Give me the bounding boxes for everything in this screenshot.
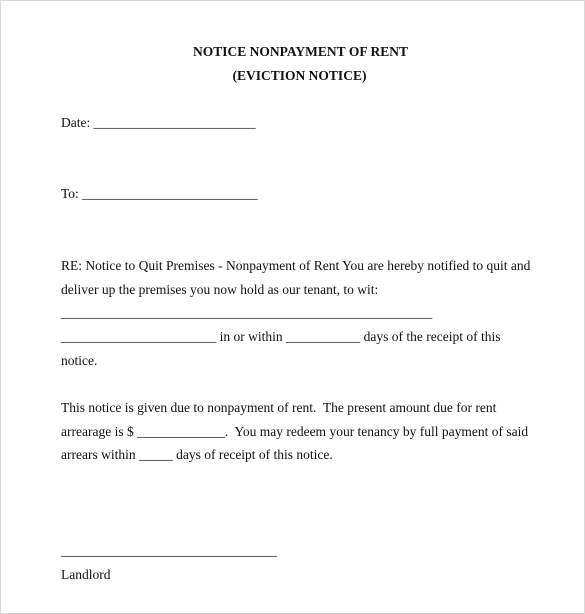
signature-line: ________________________________ [61, 543, 277, 558]
paragraph-line-1: This notice is given due to nonpayment of rent. The present amount due for rent [61, 400, 497, 415]
landlord-label: Landlord [61, 567, 111, 582]
document-subtitle: (EVICTION NOTICE) [232, 68, 367, 83]
re-line-1: RE: Notice to Quit Premises - Nonpayment of Rent You are hereby notified to quit and [61, 258, 531, 273]
document-title: NOTICE NONPAYMENT OF RENT [193, 44, 408, 59]
notice-end-line: notice. [61, 353, 98, 368]
re-line-2: deliver up the premises you now hold as our tenant, to wit: [61, 282, 379, 297]
date-line: Date: ________________________ [61, 115, 256, 130]
paragraph-line-3: arrears within _____ days of receipt of this notice. [61, 447, 333, 462]
to-line: To: __________________________ [61, 186, 258, 201]
premises-blank-line: _______________________________________________________ [61, 305, 433, 320]
within-days-line: _______________________ in or within ___________ days of the receipt of this [61, 329, 501, 344]
paragraph-line-2: arrearage is $ _____________. You may redeem your tenancy by full payment of said [61, 424, 529, 439]
